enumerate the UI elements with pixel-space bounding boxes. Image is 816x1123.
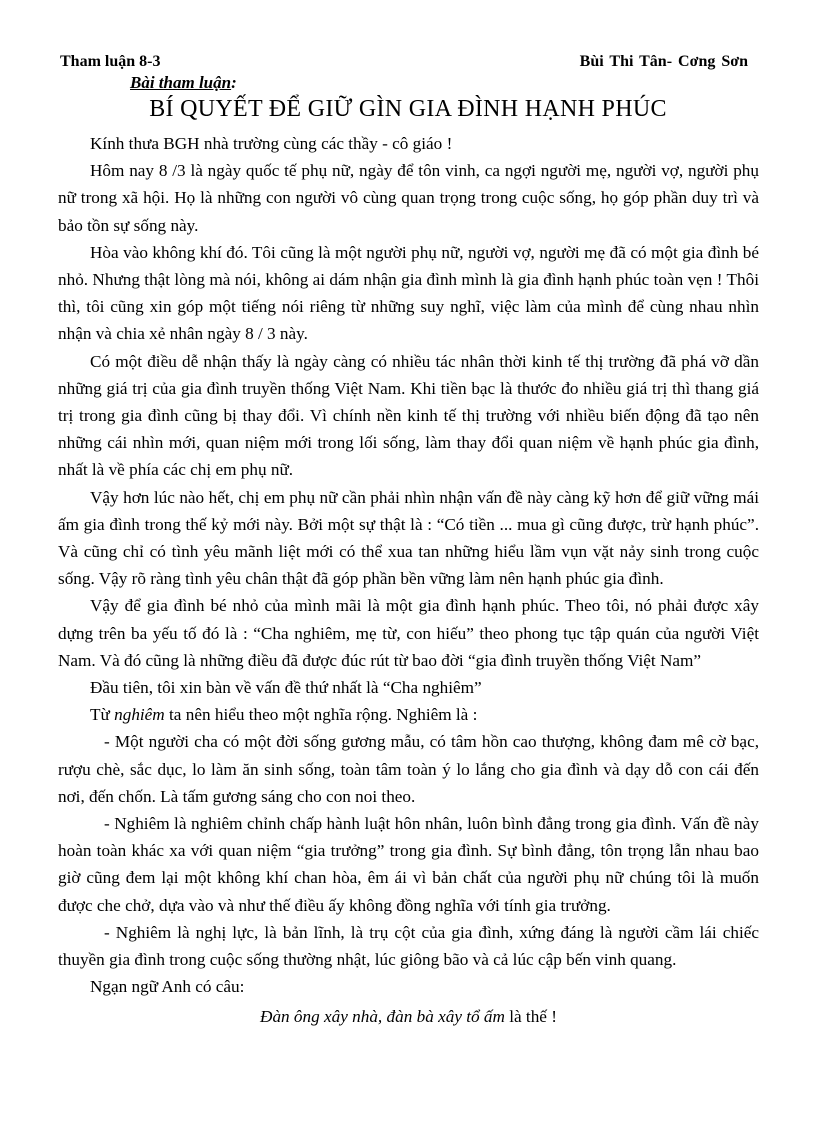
page-title: BÍ QUYẾT ĐỂ GIỮ GÌN GIA ĐÌNH HẠNH PHÚC (149, 96, 667, 122)
paragraph: Vậy hơn lúc nào hết, chị em phụ nữ cần phải nhìn nhận vấn đề này càng kỹ hơn để giữ vững mái ấm gia đình trong thế kỷ mới này. Bởi một sự thật là : “Có tiền ... mua gì cũng được, trừ hạnh phúc”. Và cũng chỉ có tình yêu mãnh liệt mới có thể xua tan những hiểu lầm vụn vặt nảy sinh trong cuộc sống. Vậy rõ ràng tình yêu chân thật đã góp phần bền vững làm nên hạnh phúc gia đình. (58, 487, 759, 589)
subtitle (130, 73, 237, 93)
paragraph: Vậy để gia đình bé nhỏ của mình mãi là một gia đình hạnh phúc. Theo tôi, nó phải được xây dựng trên ba yếu tố đó là : “Cha nghiêm, mẹ từ, con hiếu” theo phong tục tập quán của người Việt Nam. Và đó cũng là những điều đã được đúc rút từ bao đời “gia đình truyền thống Việt Nam” (58, 596, 759, 670)
paragraph: Có một điều dễ nhận thấy là ngày càng có nhiều tác nhân thời kinh tế thị trường đã phá vỡ dần những giá trị của gia đình truyền thống Việt Nam. Khi tiền bạc là thước đo nhiều giá trị thì thang giá trị trong gia đình cũng bị thay đổi. Vì chính nền kinh tế thị trường với nhiều biến động đã tạo nên những cái nhìn mới, quan niệm mới trong lối sống, làm thay đổi quan niệm về hạnh phúc gia đình, nhất là về phía các chị em phụ nữ. (58, 351, 759, 480)
subtitle-text: Bài tham luận (130, 73, 232, 92)
paragraph: Hôm nay 8 /3 là ngày quốc tế phụ nữ, ngày để tôn vinh, ca ngợi người mẹ, người vợ, người phụ nữ trong xã hội. Họ là những con người vô cùng quan trọng trong cuộc sống, họ góp phần duy trì và bảo tồn sự sống này. (58, 161, 759, 235)
header-left: Tham luận 8-3 (60, 53, 161, 70)
paragraph-text: ta nên hiểu theo một nghĩa rộng. Nghiêm là : (164, 705, 478, 725)
paragraph: Ngạn ngữ Anh có câu: (90, 977, 245, 997)
emphasis-word: nghiêm (114, 705, 165, 725)
quote-tail: là thế ! (504, 1006, 557, 1026)
quote-text: Đàn ông xây nhà, đàn bà xây tổ ấm (260, 1006, 505, 1026)
document-body (58, 130, 759, 1030)
paragraph: Đầu tiên, tôi xin bàn về vấn đề thứ nhất là “Cha nghiêm” (90, 678, 482, 698)
paragraph-greeting: Kính thưa BGH nhà trường cùng các thầy - cô giáo ! (90, 134, 453, 153)
bullet-paragraph: - Một người cha có một đời sống gương mẫu, có tâm hồn cao thượng, không đam mê cờ bạc, rượu chè, sắc dục, lo làm ăn sinh sống, toàn tâm toàn ý lo lắng cho gia đình và dạy dỗ con cái đến nơi, đến chốn. Là tấm gương sáng cho con noi theo. (58, 732, 759, 806)
bullet-paragraph: - Nghiêm là nghị lực, là bản lĩnh, là trụ cột của gia đình, xứng đáng là người cầm lái chiếc thuyền gia đình trong cuộc sống thường nhật, lúc giông bão và cả lúc cập bến vinh quang. (58, 922, 759, 970)
subtitle-suffix: : (231, 73, 237, 92)
paragraph-text: Từ (90, 705, 115, 725)
paragraph (58, 701, 759, 728)
paragraph: Hòa vào không khí đó. Tôi cũng là một người phụ nữ, người vợ, người mẹ đã có một gia đình bé nhỏ. Nhưng thật lòng mà nói, không ai dám nhận gia đình mình là gia đình hạnh phúc toàn vẹn ! Thôi thì, tôi cũng xin góp một tiếng nói riêng từ những suy nghĩ, việc làm của mình để cùng nhau nhìn nhận và chia xẻ nhân ngày 8 / 3 này. (58, 242, 759, 344)
bullet-paragraph: - Nghiêm là nghiêm chỉnh chấp hành luật hôn nhân, luôn bình đẳng trong gia đình. Vấn đề này hoàn toàn khác xa với quan niệm “gia trưởng” trong gia đình. Sự bình đẳng, tôn trọng lẫn nhau bao giờ cũng đem lại một không khí chan hòa, êm ái vì bản chất của người phụ nữ chúng tôi là muốn được che chở, dựa vào và như thế điều ấy không đồng nghĩa với tính gia trưởng. (58, 814, 759, 915)
header-right: Bùi Thi Tân- Cơng Sơn (579, 53, 748, 70)
quote-line (58, 1003, 759, 1030)
